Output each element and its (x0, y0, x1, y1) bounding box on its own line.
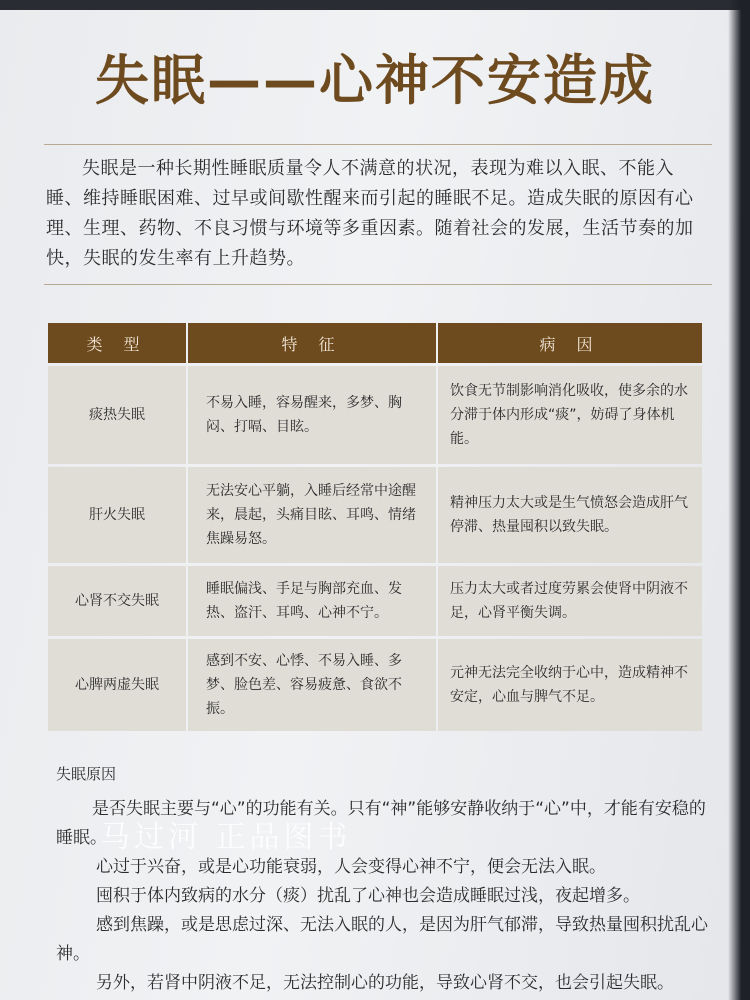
table-row (48, 639, 702, 731)
row-feature: 不易入睡，容易醒来，多梦、胸闷、打嗝、目眩。 (188, 366, 436, 464)
row-type: 痰热失眠 (48, 366, 186, 464)
header-feature: 特 征 (188, 323, 436, 363)
table-row (48, 366, 702, 464)
intro-paragraph: 失眠是一种长期性睡眠质量令人不满意的状况，表现为难以入眠、不能入睡、维持睡眠困难、过早或间歇性醒来而引起的睡眠不足。造成失眠的原因有心理、生理、药物、不良习惯与环境等多重因素。随着社会的发展，生活节奏的加快，失眠的发生率有上升趋势。 (46, 158, 694, 269)
row-cause: 饮食无节制影响消化吸收，使多余的水分滞于体内形成“痰”，妨碍了身体机能。 (438, 366, 702, 464)
cause-paragraph: 是否失眠主要与“心”的功能有关。只有“神”能够安静收纳于“心”中，才能有安稳的睡眠。 (56, 799, 706, 848)
intro-divider (44, 284, 712, 285)
cause-paragraph: 心过于兴奋，或是心功能衰弱，人会变得心神不宁，便会无法入眠。 (96, 857, 606, 877)
book-top-edge (0, 0, 750, 10)
table-header-row (48, 323, 702, 363)
table-row (48, 467, 702, 563)
store-watermark: 马过河 正品图书 (100, 820, 352, 855)
row-feature: 感到不安、心悸、不易入睡、多梦、脸色差、容易疲惫、食欲不振。 (188, 639, 436, 731)
row-cause: 元神无法完全收纳于心中，造成精神不安定，心血与脾气不足。 (438, 639, 702, 731)
row-type: 心脾两虚失眠 (48, 639, 186, 731)
top-divider (44, 144, 712, 145)
cause-paragraph: 感到焦躁，或是思虑过深、无法入眠的人，是因为肝气郁滞，导致热量囤积扰乱心神。 (56, 915, 708, 964)
table-row (48, 566, 702, 636)
cause-paragraph: 另外，若肾中阴液不足，无法控制心的功能，导致心肾不交，也会引起失眠。 (96, 973, 674, 993)
row-type: 心肾不交失眠 (48, 566, 186, 636)
page-title: 失眠——心神不安造成 (95, 49, 655, 112)
row-feature: 睡眠偏浅、手足与胸部充血、发热、盗汗、耳鸣、心神不宁。 (188, 566, 436, 636)
header-type: 类 型 (48, 323, 186, 363)
row-cause: 压力太大或者过度劳累会使肾中阴液不足，心肾平衡失调。 (438, 566, 702, 636)
row-type: 肝火失眠 (48, 467, 186, 563)
header-cause: 病 因 (438, 323, 702, 363)
section-heading: 失眠原因 (56, 765, 117, 783)
cause-paragraph: 囤积于体内致病的水分（痰）扰乱了心神也会造成睡眠过浅，夜起增多。 (96, 886, 640, 906)
row-feature: 无法安心平躺，入睡后经常中途醒来，晨起，头痛目眩、耳鸣、情绪焦躁易怒。 (188, 467, 436, 563)
book-right-edge (728, 0, 750, 1000)
row-cause: 精神压力太大或是生气愤怒会造成肝气停滞、热量囤积以致失眠。 (438, 467, 702, 563)
insomnia-types-table (46, 320, 704, 734)
